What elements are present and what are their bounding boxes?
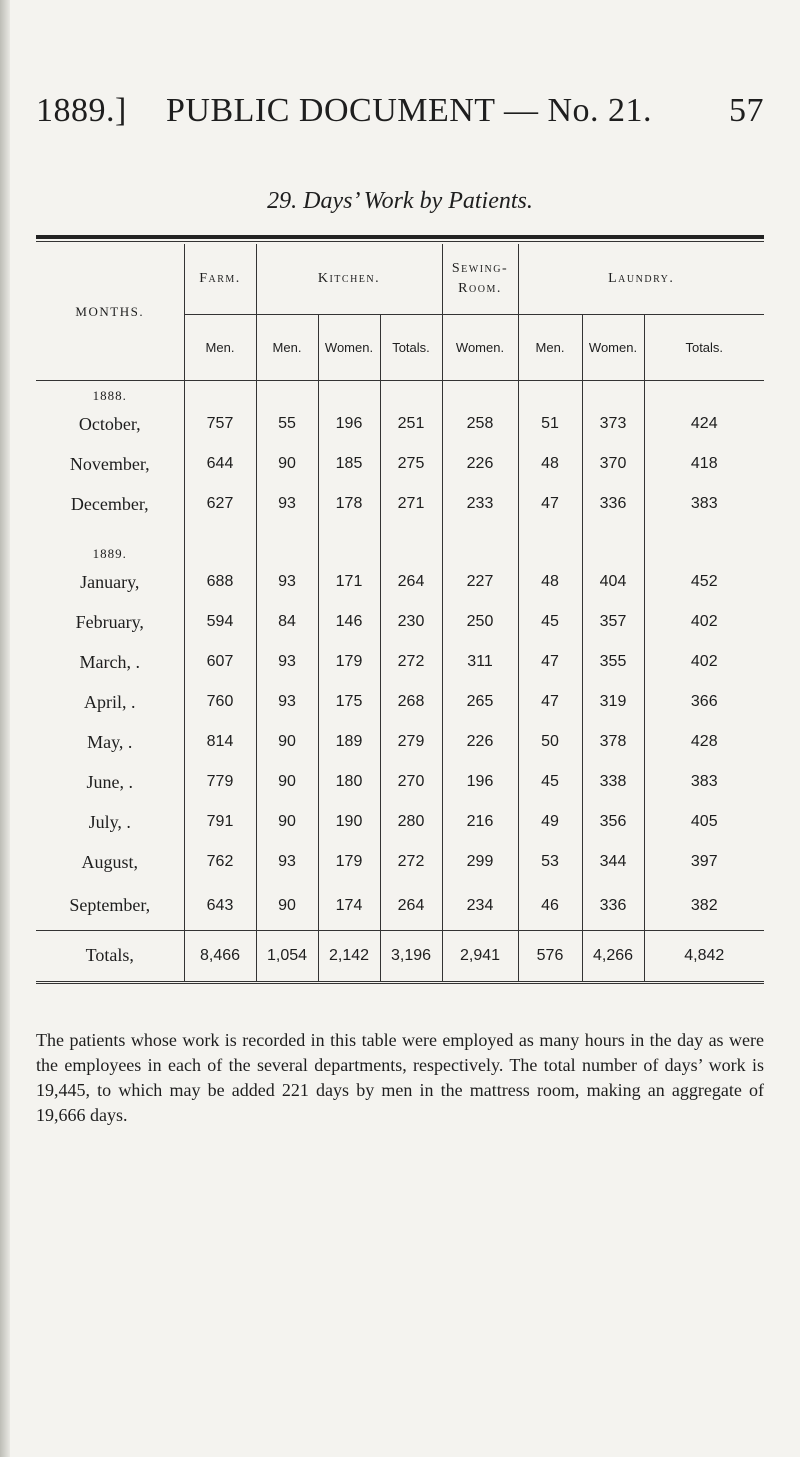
month-label: August, <box>81 851 138 872</box>
value-cell: 146 <box>318 602 380 642</box>
month-label: May, . <box>87 731 133 752</box>
value-cell: 251 <box>380 404 442 444</box>
value-cell: 644 <box>184 444 256 484</box>
value-cell: 344 <box>582 842 644 882</box>
empty-cell <box>442 538 518 562</box>
explanatory-paragraph: The patients whose work is recorded in this table were employed as many hours in the day as were the employees in each of the several departments, respectively. The total number of days’ work is 19,445, to which may be added 221 days by men in the mattress room, making an aggregate of 19,666 days. <box>36 1030 764 1125</box>
value-cell: 378 <box>582 722 644 762</box>
value-cell: 90 <box>256 762 318 802</box>
value-cell: 688 <box>184 562 256 602</box>
table-top-rule <box>36 235 764 239</box>
value-cell: 336 <box>582 882 644 930</box>
value-cell: 90 <box>256 802 318 842</box>
value-cell: 45 <box>518 762 582 802</box>
subheader-kitchen-totals: Totals. <box>380 314 442 380</box>
month-label: July, . <box>88 811 131 832</box>
value-cell: 2,941 <box>442 930 518 982</box>
value-cell: 196 <box>318 404 380 444</box>
value-cell: 196 <box>442 762 518 802</box>
value-cell: 250 <box>442 602 518 642</box>
table-row <box>36 404 764 444</box>
value-cell: 264 <box>380 562 442 602</box>
header-page-number: 57 <box>729 92 764 129</box>
value-cell: 405 <box>644 802 764 842</box>
empty-cell <box>582 538 644 562</box>
empty-cell <box>184 538 256 562</box>
empty-cell <box>644 380 764 404</box>
month-label: Totals, <box>85 945 134 965</box>
value-cell: 171 <box>318 562 380 602</box>
month-label: November, <box>69 453 150 474</box>
value-cell: 356 <box>582 802 644 842</box>
table-row <box>36 842 764 882</box>
table-row <box>36 722 764 762</box>
value-cell: 4,842 <box>644 930 764 982</box>
value-cell: 53 <box>518 842 582 882</box>
subheader-laundry-totals: Totals. <box>644 314 764 380</box>
table-row <box>36 682 764 722</box>
table-row <box>36 762 764 802</box>
value-cell: 258 <box>442 404 518 444</box>
page-spine-shadow <box>0 0 10 1457</box>
empty-cell <box>518 380 582 404</box>
empty-cell <box>380 538 442 562</box>
value-cell: 50 <box>518 722 582 762</box>
year-1888-label: 1888. <box>92 388 127 403</box>
value-cell: 779 <box>184 762 256 802</box>
value-cell: 272 <box>380 842 442 882</box>
value-cell: 265 <box>442 682 518 722</box>
value-cell: 179 <box>318 642 380 682</box>
table-row <box>36 562 764 602</box>
table-row <box>36 882 764 930</box>
days-work-table <box>36 244 764 984</box>
value-cell: 55 <box>256 404 318 444</box>
value-cell: 370 <box>582 444 644 484</box>
value-cell: 424 <box>644 404 764 444</box>
value-cell: 49 <box>518 802 582 842</box>
month-label: June, . <box>86 771 133 792</box>
value-cell: 3,196 <box>380 930 442 982</box>
months-column-header: MONTHS. <box>36 244 184 380</box>
value-cell: 47 <box>518 682 582 722</box>
value-cell: 643 <box>184 882 256 930</box>
month-label: April, . <box>84 691 136 712</box>
month-label: December, <box>70 493 149 514</box>
value-cell: 226 <box>442 722 518 762</box>
value-cell: 791 <box>184 802 256 842</box>
value-cell: 46 <box>518 882 582 930</box>
month-label: February, <box>75 611 144 632</box>
value-cell: 272 <box>380 642 442 682</box>
value-cell: 4,266 <box>582 930 644 982</box>
value-cell: 311 <box>442 642 518 682</box>
value-cell: 174 <box>318 882 380 930</box>
value-cell: 90 <box>256 722 318 762</box>
value-cell: 190 <box>318 802 380 842</box>
value-cell: 336 <box>582 484 644 524</box>
value-cell: 226 <box>442 444 518 484</box>
value-cell: 216 <box>442 802 518 842</box>
empty-cell <box>318 380 380 404</box>
table-top-thin-rule <box>36 241 764 242</box>
empty-cell <box>582 380 644 404</box>
value-cell: 93 <box>256 642 318 682</box>
value-cell: 271 <box>380 484 442 524</box>
header-title: PUBLIC DOCUMENT — No. 21. <box>166 92 653 129</box>
running-header <box>36 92 764 140</box>
value-cell: 2,142 <box>318 930 380 982</box>
value-cell: 189 <box>318 722 380 762</box>
subheader-laundry-women: Women. <box>582 314 644 380</box>
value-cell: 84 <box>256 602 318 642</box>
value-cell: 90 <box>256 444 318 484</box>
value-cell: 383 <box>644 762 764 802</box>
value-cell: 338 <box>582 762 644 802</box>
empty-cell <box>318 538 380 562</box>
value-cell: 814 <box>184 722 256 762</box>
value-cell: 280 <box>380 802 442 842</box>
subheader-farm-men: Men. <box>184 314 256 380</box>
subheader-laundry-men: Men. <box>518 314 582 380</box>
value-cell: 404 <box>582 562 644 602</box>
value-cell: 264 <box>380 882 442 930</box>
value-cell: 93 <box>256 682 318 722</box>
value-cell: 185 <box>318 444 380 484</box>
value-cell: 452 <box>644 562 764 602</box>
value-cell: 373 <box>582 404 644 444</box>
value-cell: 227 <box>442 562 518 602</box>
value-cell: 366 <box>644 682 764 722</box>
table-caption: 29. Days’ Work by Patients. <box>267 188 533 214</box>
totals-row <box>36 930 764 982</box>
value-cell: 757 <box>184 404 256 444</box>
empty-cell <box>644 538 764 562</box>
empty-cell <box>184 380 256 404</box>
empty-cell <box>442 380 518 404</box>
value-cell: 762 <box>184 842 256 882</box>
value-cell: 45 <box>518 602 582 642</box>
value-cell: 179 <box>318 842 380 882</box>
value-cell: 48 <box>518 562 582 602</box>
value-cell: 47 <box>518 484 582 524</box>
value-cell: 178 <box>318 484 380 524</box>
empty-cell <box>380 380 442 404</box>
value-cell: 576 <box>518 930 582 982</box>
value-cell: 268 <box>380 682 442 722</box>
value-cell: 230 <box>380 602 442 642</box>
subheader-sewing-women: Women. <box>442 314 518 380</box>
empty-cell <box>518 538 582 562</box>
value-cell: 47 <box>518 642 582 682</box>
value-cell: 90 <box>256 882 318 930</box>
value-cell: 279 <box>380 722 442 762</box>
value-cell: 627 <box>184 484 256 524</box>
value-cell: 418 <box>644 444 764 484</box>
value-cell: 175 <box>318 682 380 722</box>
value-cell: 760 <box>184 682 256 722</box>
value-cell: 275 <box>380 444 442 484</box>
value-cell: 428 <box>644 722 764 762</box>
laundry-group-header: Laundry. <box>518 244 764 314</box>
value-cell: 402 <box>644 602 764 642</box>
value-cell: 93 <box>256 562 318 602</box>
value-cell: 8,466 <box>184 930 256 982</box>
month-label: October, <box>78 413 141 434</box>
value-cell: 383 <box>644 484 764 524</box>
value-cell: 51 <box>518 404 582 444</box>
value-cell: 607 <box>184 642 256 682</box>
value-cell: 234 <box>442 882 518 930</box>
value-cell: 382 <box>644 882 764 930</box>
sewing-room-group-header: Sewing-Room. <box>442 244 518 314</box>
header-year: 1889.] <box>36 92 127 129</box>
value-cell: 233 <box>442 484 518 524</box>
value-cell: 93 <box>256 842 318 882</box>
value-cell: 402 <box>644 642 764 682</box>
value-cell: 397 <box>644 842 764 882</box>
kitchen-group-header: Kitchen. <box>256 244 442 314</box>
value-cell: 299 <box>442 842 518 882</box>
value-cell: 357 <box>582 602 644 642</box>
value-cell: 270 <box>380 762 442 802</box>
table-body <box>36 380 764 982</box>
spacer-row <box>36 524 764 538</box>
month-label: September, <box>69 895 151 916</box>
farm-group-header: Farm. <box>184 244 256 314</box>
empty-cell <box>256 380 318 404</box>
table-row <box>36 484 764 524</box>
year-1889-label: 1889. <box>92 546 127 561</box>
table-row <box>36 642 764 682</box>
value-cell: 48 <box>518 444 582 484</box>
year-1888-row <box>36 380 764 404</box>
table-row <box>36 802 764 842</box>
value-cell: 1,054 <box>256 930 318 982</box>
value-cell: 594 <box>184 602 256 642</box>
table-row <box>36 444 764 484</box>
value-cell: 355 <box>582 642 644 682</box>
value-cell: 180 <box>318 762 380 802</box>
empty-cell <box>256 538 318 562</box>
subheader-kitchen-men: Men. <box>256 314 318 380</box>
month-label: January, <box>80 571 140 592</box>
value-cell: 93 <box>256 484 318 524</box>
value-cell: 319 <box>582 682 644 722</box>
subheader-kitchen-women: Women. <box>318 314 380 380</box>
month-label: March, . <box>79 651 140 672</box>
year-1889-row <box>36 538 764 562</box>
table-row <box>36 602 764 642</box>
